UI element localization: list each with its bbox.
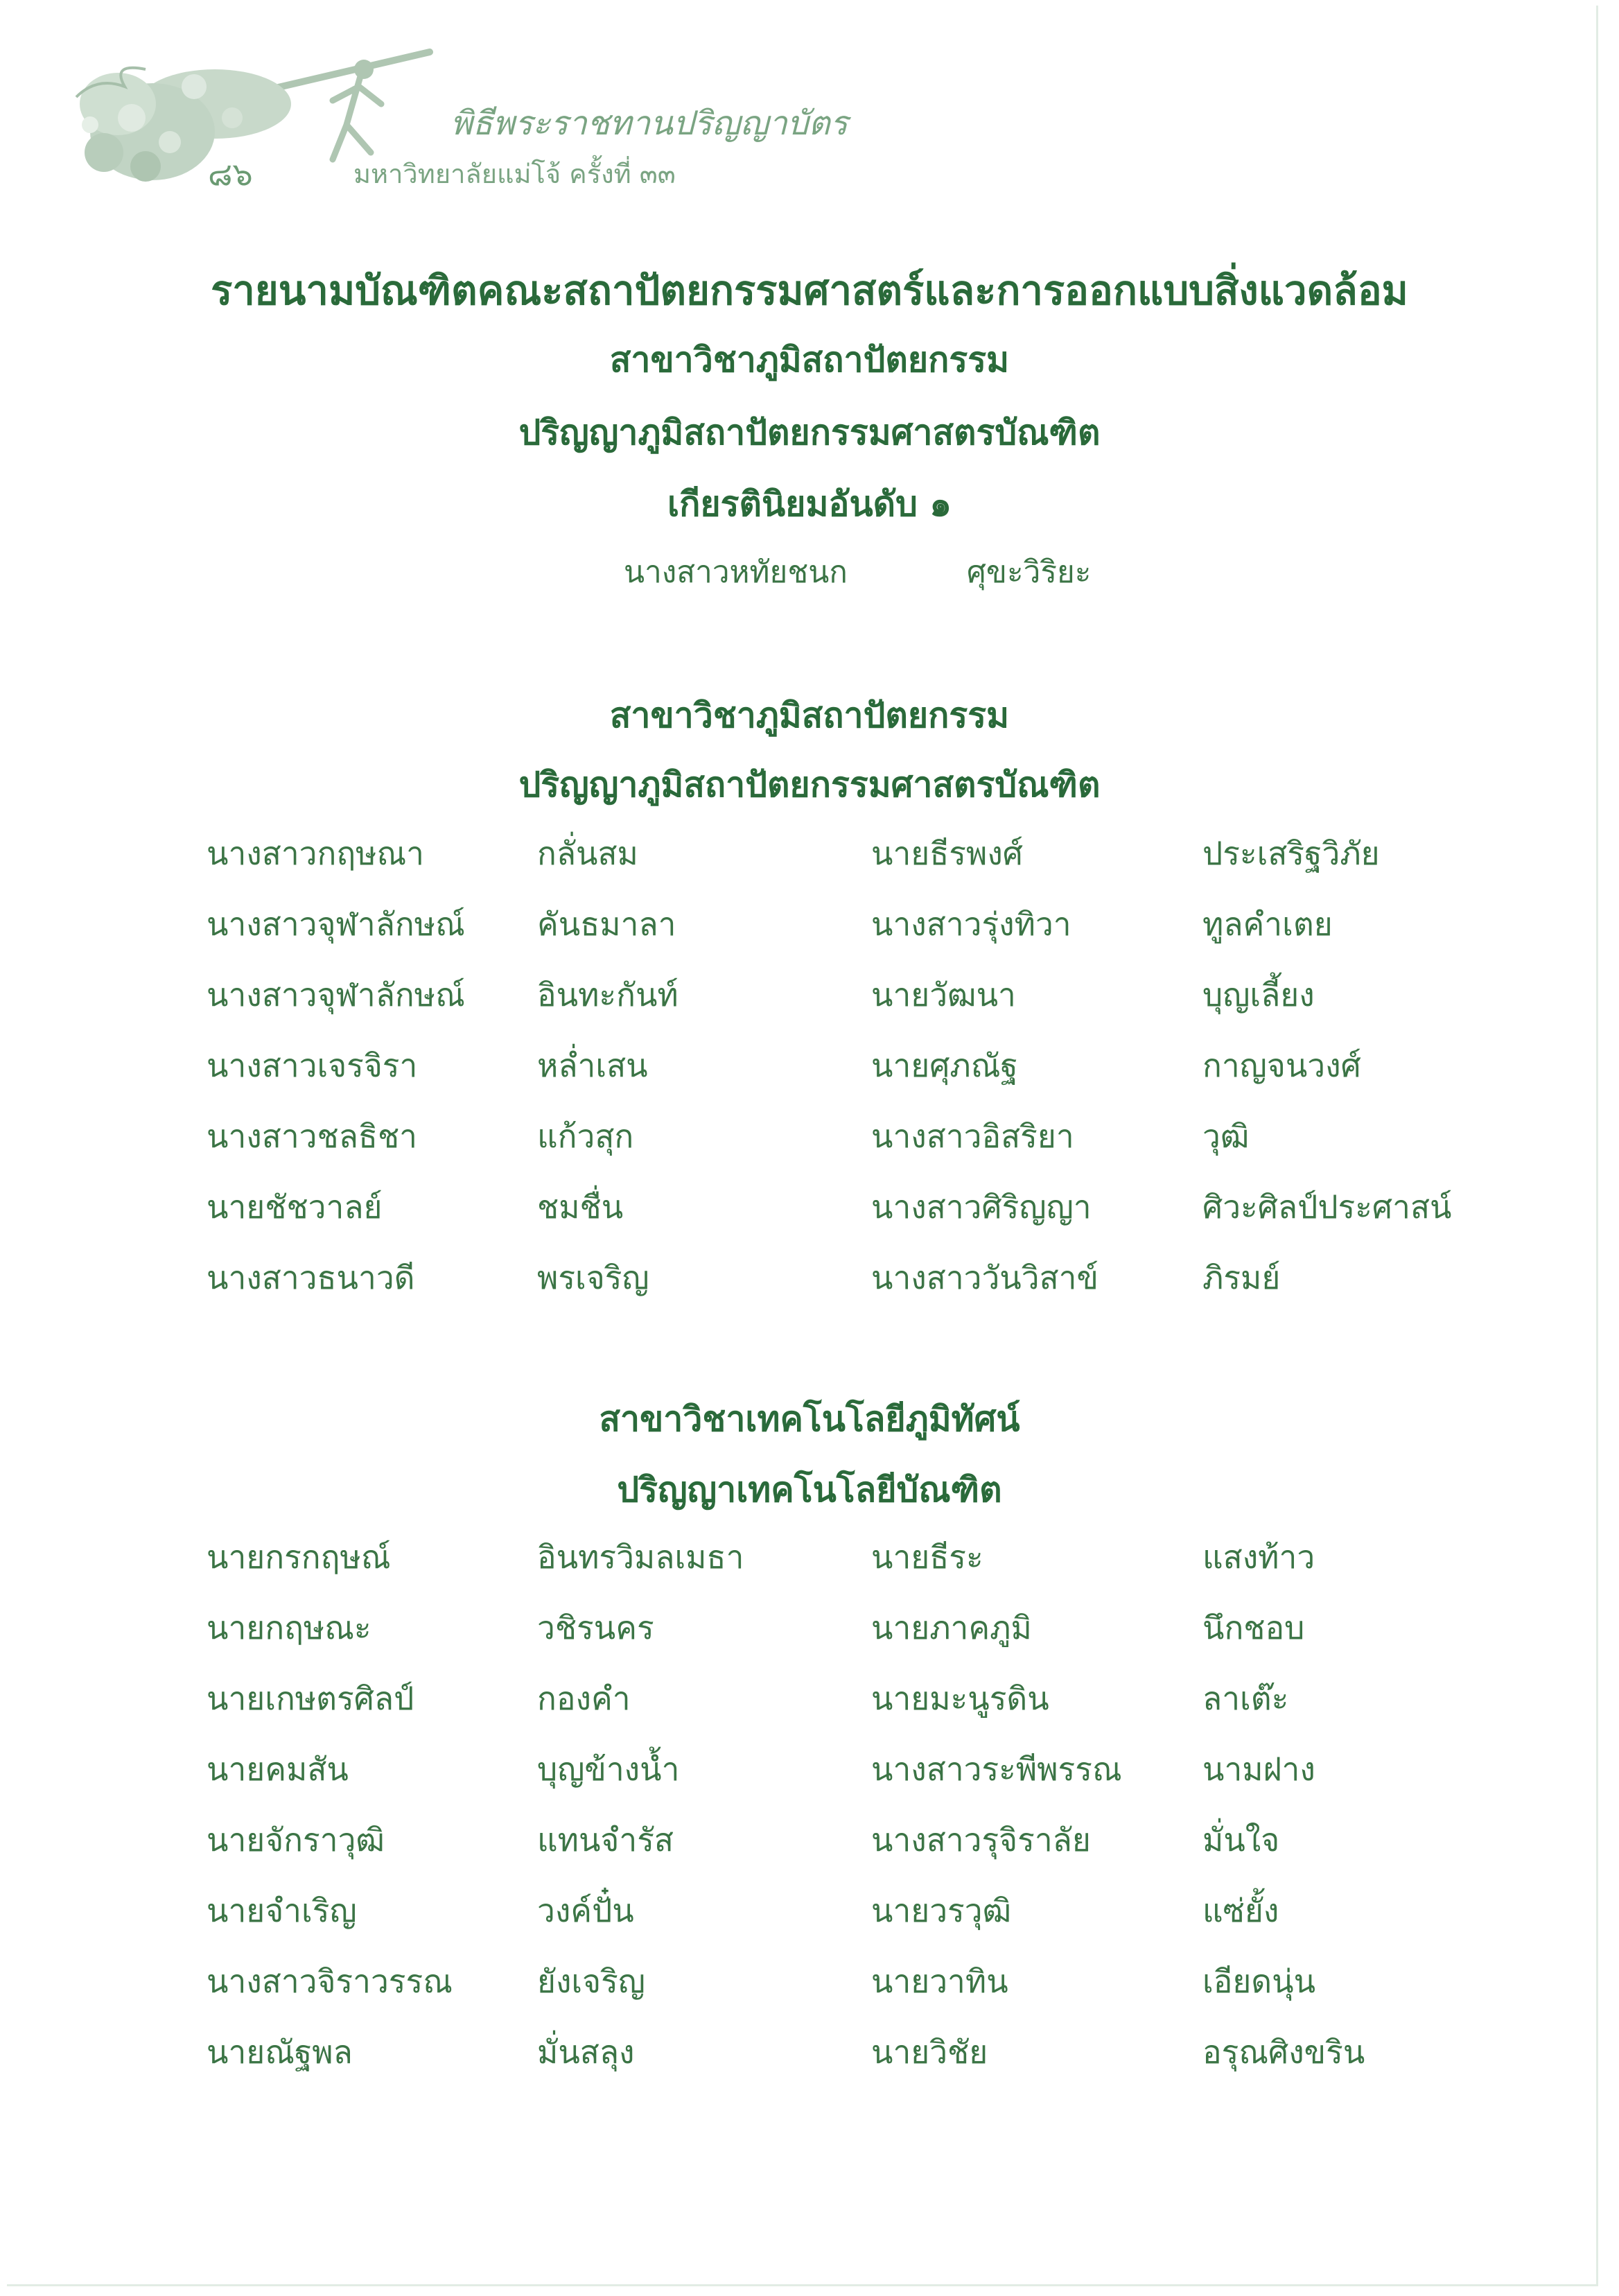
last-name: แทนจำรัส	[537, 1821, 674, 1859]
last-name: กาญจนวงศ์	[1202, 1047, 1361, 1084]
first-name: นายวิชัย	[871, 2033, 988, 2071]
last-name: วชิรนคร	[537, 1609, 654, 1646]
lt-major-heading: สาขาวิชาเทคโนโลยีภูมิทัศน์	[599, 1399, 1020, 1439]
honors-degree-heading: ปริญญาภูมิสถาปัตยกรรมศาสตรบัณฑิต	[518, 412, 1101, 453]
first-name: นายภาคภูมิ	[871, 1609, 1032, 1646]
table-row	[0, 828, 1619, 877]
last-name: แซ่ยั้ง	[1202, 1892, 1279, 1929]
table-row	[0, 1041, 1619, 1089]
last-name: ชมชื่น	[537, 1188, 624, 1226]
first-name: นายวัฒนา	[871, 976, 1016, 1014]
la-degree-heading: ปริญญาภูมิสถาปัตยกรรมศาสตรบัณฑิต	[518, 765, 1101, 805]
last-name: อินทรวิมลเมธา	[537, 1538, 744, 1576]
honors-first-name: นางสาวหทัยชนก	[624, 555, 848, 590]
first-name: นางสาววันวิสาข์	[871, 1259, 1099, 1296]
first-name: นายมะนูรดิน	[871, 1680, 1049, 1717]
table-row	[0, 1111, 1619, 1160]
last-name: ลาเต๊ะ	[1202, 1680, 1289, 1717]
last-name: มั่นใจ	[1202, 1821, 1280, 1859]
first-name: นางสาวชลธิชา	[207, 1117, 418, 1155]
last-name: วงค์ปั๋น	[537, 1892, 634, 1929]
last-name: นึกชอบ	[1202, 1609, 1305, 1646]
honors-last-name: ศุขะวิริยะ	[967, 555, 1092, 590]
table-row	[0, 1253, 1619, 1301]
first-name: นายชัชวาลย์	[207, 1188, 383, 1226]
first-name: นางสาวรุ่งทิวา	[871, 905, 1071, 943]
first-name: นางสาวรุจิราลัย	[871, 1821, 1091, 1859]
last-name: บุญเลี้ยง	[1202, 976, 1315, 1014]
first-name: นางสาวเจรจิรา	[207, 1047, 418, 1084]
lt-degree-heading: ปริญญาเทคโนโลยีบัณฑิต	[617, 1470, 1002, 1510]
first-name: นางสาวระพีพรรณ	[871, 1750, 1122, 1788]
last-name: ภิรมย์	[1202, 1259, 1281, 1296]
last-name: กองคำ	[537, 1680, 631, 1717]
first-name: นายกรกฤษณ์	[207, 1538, 391, 1576]
table-row	[0, 1886, 1619, 1934]
first-name: นายณัฐพล	[207, 2033, 353, 2071]
table-row	[0, 1815, 1619, 1863]
table-row	[0, 1673, 1619, 1722]
first-name: นายศุภณัฐ	[871, 1047, 1018, 1084]
last-name: ประเสริฐวิภัย	[1202, 835, 1380, 872]
last-name: คันธมาลา	[537, 905, 676, 943]
university-line: มหาวิทยาลัยแม่โจ้ ครั้งที่ ๓๓	[353, 159, 676, 189]
first-name: นายวาทิน	[871, 1963, 1008, 2000]
last-name: วุฒิ	[1202, 1117, 1250, 1155]
first-name: นายธีรพงศ์	[871, 835, 1023, 872]
honors-rank-heading: เกียรตินิยมอันดับ ๑	[667, 484, 952, 524]
last-name: หล่ำเสน	[537, 1047, 648, 1084]
first-name: นายเกษตรศิลป์	[207, 1680, 414, 1717]
table-row	[0, 1182, 1619, 1230]
table-row	[0, 1744, 1619, 1793]
page-title: รายนามบัณฑิตคณะสถาปัตยกรรมศาสตร์และการออกแบบสิ่งแวดล้อม	[211, 267, 1408, 314]
table-row	[0, 2027, 1619, 2076]
first-name: นายธีระ	[871, 1538, 983, 1576]
first-name: นางสาวกฤษณา	[207, 835, 425, 872]
ceremony-title: พิธีพระราชทานปริญญาบัตร	[450, 104, 848, 143]
first-name: นายกฤษณะ	[207, 1609, 371, 1646]
first-name: นางสาวธนาวดี	[207, 1259, 415, 1296]
last-name: พรเจริญ	[537, 1259, 649, 1296]
first-name: นางสาวจุฬาลักษณ์	[207, 905, 465, 943]
last-name: อรุณศิงขริน	[1202, 2033, 1365, 2071]
first-name: นายคมสัน	[207, 1750, 349, 1788]
first-name: นายจำเริญ	[207, 1892, 357, 1929]
last-name: นามฝาง	[1202, 1750, 1315, 1788]
last-name: บุญข้างน้ำ	[537, 1750, 680, 1788]
table-row	[0, 1956, 1619, 2005]
last-name: แก้วสุก	[537, 1117, 634, 1155]
last-name: ยังเจริญ	[537, 1963, 645, 2000]
first-name: นายจักราวุฒิ	[207, 1821, 385, 1859]
first-name: นางสาวศิริญญา	[871, 1188, 1092, 1226]
last-name: เอียดนุ่น	[1202, 1963, 1316, 2000]
last-name: กลั่นสม	[537, 835, 638, 872]
first-name: นางสาวจิราวรรณ	[207, 1963, 453, 2000]
table-row	[0, 970, 1619, 1018]
last-name: ทูลคำเตย	[1202, 905, 1333, 943]
first-name: นายวรวุฒิ	[871, 1892, 1012, 1929]
last-name: มั่นสลุง	[537, 2033, 635, 2071]
table-row	[0, 1603, 1619, 1651]
first-name: นางสาวอิสริยา	[871, 1117, 1074, 1155]
table-row	[0, 899, 1619, 948]
first-name: นางสาวจุฬาลักษณ์	[207, 976, 465, 1014]
last-name: อินทะกันท์	[537, 976, 679, 1014]
la-major-heading: สาขาวิชาภูมิสถาปัตยกรรม	[609, 695, 1010, 736]
last-name: ศิวะศิลป์ประศาสน์	[1202, 1188, 1452, 1226]
page-number: ๘๖	[208, 155, 253, 193]
honors-major-heading: สาขาวิชาภูมิสถาปัตยกรรม	[609, 340, 1010, 380]
last-name: แสงท้าว	[1202, 1538, 1315, 1576]
table-row	[0, 1532, 1619, 1581]
